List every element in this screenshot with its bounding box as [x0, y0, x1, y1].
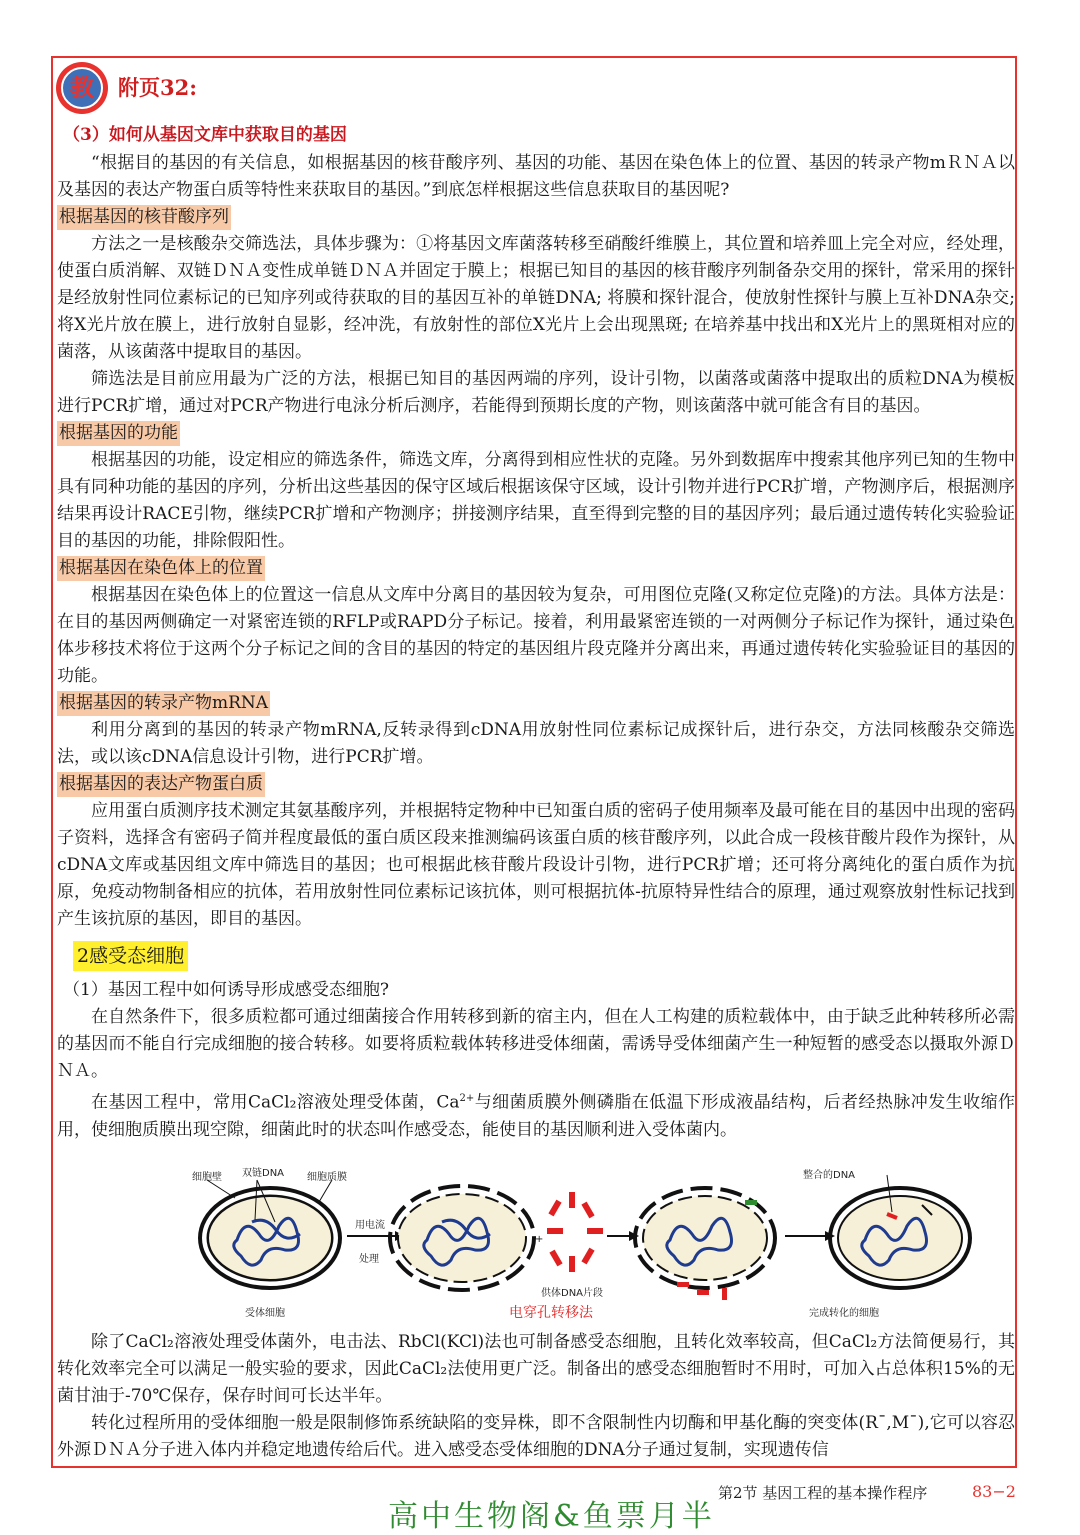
label-current-2: 处理	[359, 1253, 379, 1265]
method-caption: 电穿孔转移法	[509, 1304, 593, 1321]
paragraph-conjugation: 在自然条件下，很多质粒都可通过细菌接合作用转移到新的宿主内，但在人工构建的质粒载体中，由于缺乏此种转移所必需的基因而不能自行完成细胞的接合转移。如要将质粒载体转移进受体细菌，需诱导受体细菌产生一种短暂的感受态以摄取外源ＤＮＡ。	[57, 1007, 1015, 1081]
label-membrane: 细胞质膜	[307, 1171, 347, 1183]
footer-page-number: 83−2	[972, 1482, 1016, 1501]
electroporation-diagram	[57, 1150, 1015, 1325]
paragraph-mrna: 利用分离到的基因的转录产物mRNA,反转录得到cDNA用放射性同位素标记成探针后，进行杂交，方法同核酸杂交筛选法，或以该cDNA信息设计引物，进行PCR扩增。	[57, 720, 1015, 767]
badge-char: 教	[61, 67, 103, 109]
porated-cell-icon	[390, 1186, 534, 1290]
cacl2-text-b: 与细菌质膜外侧磷脂在低温下形成液晶结构，后者经热脉冲发生收缩作用，使细胞质膜出现空隙，细菌此时的状态叫作感受态，能使目的基因顺利进入受体菌内。	[57, 1092, 1016, 1140]
cacl2-text-a: 在基因工程中，常用CaCl₂溶液处理受体菌，Ca	[91, 1092, 460, 1113]
main-content	[57, 120, 1015, 1464]
paragraph-cacl2	[57, 1085, 1015, 1144]
donor-dna-fragments-icon	[547, 1192, 603, 1272]
footer-chapter: 第2节 基因工程的基本操作程序	[718, 1484, 928, 1502]
subheading-chromosome: 根据基因在染色体上的位置	[57, 556, 265, 581]
cacl2-superscript: 2+	[459, 1093, 475, 1104]
paragraph-function: 根据基因的功能，设定相应的筛选条件，筛选文库，分离得到相应性状的克隆。另外到数据库中搜索其他序列已知的生物中具有同种功能的基因的序列，分析出这些基因的保守区域后根据该保守区域，设计引物并进行PCR扩增，产物测序后，根据测序结果再设计RACE引物，继续PCR扩增和产物测序；拼接测序结果，直至得到完整的目的基因序列；最后通过遗传转化实验验证目的基因的功能，排除假阳性。	[57, 450, 1015, 551]
entering-cell-icon	[635, 1188, 775, 1300]
subheading-function: 根据基因的功能	[57, 421, 180, 446]
subheading-mrna: 根据基因的转录产物mRNA	[57, 691, 270, 716]
section-title-3: （3）如何从基因文库中获取目的基因	[63, 125, 347, 145]
label-dsdna: 双链DNA	[242, 1167, 285, 1179]
footer-brand: 高中生物阁&鱼票月半	[388, 1499, 715, 1534]
subheading-nucleotide: 根据基因的核苷酸序列	[57, 205, 231, 230]
recipient-cell-icon	[200, 1180, 340, 1288]
paragraph-screening: 筛选法是目前应用最为广泛的方法，根据已知目的基因两端的序列，设计引物，以菌落或菌落中提取出的质粒DNA为模板进行PCR扩增，通过对PCR产物进行电泳分析后测序，若能得到预期长度的产物，则该菌落中就可能含有目的基因。	[57, 369, 1015, 416]
question-competent: （1）基因工程中如何诱导形成感受态细胞?	[63, 980, 389, 1000]
subheading-protein: 根据基因的表达产物蛋白质	[57, 772, 265, 797]
label-donor-dna: 供体DNA片段	[541, 1287, 604, 1299]
label-plus: +	[535, 1233, 544, 1245]
section-title-2: 2感受态细胞	[73, 941, 188, 971]
paragraph-recipient-mutant: 转化过程所用的受体细胞一般是限制修饰系统缺陷的变异株，即不含限制性内切酶和甲基化酶的突变体(R¯,M¯),它可以容忍外源ＤＮＡ分子进入体内并稳定地遗传给后代。进入感受态受体细胞的DNA分子通过复制，实现遗传信	[57, 1412, 1015, 1460]
label-current-1: 用电流	[355, 1219, 385, 1231]
paragraph-chromosome: 根据基因在染色体上的位置这一信息从文库中分离目的基因较为复杂，可用图位克隆(又称定位克隆)的方法。具体方法是：在目的基因两侧确定一对紧密连锁的RFLP或RAPD分子标记。接着，利用最紧密连锁的一对两侧分子标记作为探针，通过染色体步移技术将位于这两个分子标记之间的含目的基因的特定的基因组片段克隆并分离出来，再通过遗传转化实验验证目的基因的功能。	[57, 585, 1015, 686]
paragraph-protein: 应用蛋白质测序技术测定其氨基酸序列，并根据特定物种中已知蛋白质的密码子使用频率及最可能在目的基因中出现的密码子资料，选择含有密码子简并程度最低的蛋白质区段来推测编码该蛋白质的核苷酸序列，以此合成一段核苷酸片段作为探针，从cDNA文库或基因组文库中筛选目的基因；也可根据此核苷酸片段设计引物，进行PCR扩增；还可将分离纯化的蛋白质作为抗原，免疫动物制备相应的抗体，若用放射性同位素标记该抗体，则可根据抗体-抗原特异性结合的原理，通过观察放射性标记找到产生该抗原的基因，即目的基因。	[57, 801, 1015, 929]
label-recipient-cell: 受体细胞	[245, 1307, 285, 1319]
label-integrated-dna: 整合的DNA	[803, 1169, 856, 1181]
label-transformed-cell: 完成转化的细胞	[809, 1307, 879, 1319]
appendix-title: 附页32:	[118, 75, 197, 100]
transformed-cell-icon	[830, 1175, 970, 1288]
section-intro: “根据目的基因的有关信息，如根据基因的核苷酸序列、基因的功能、基因在染色体上的位置、基因的转录产物mＲＮＡ以及基因的表达产物蛋白质等特性来获取目的基因。”到底怎样根据这些信息获取目的基因呢?	[57, 153, 1015, 200]
paragraph-hybridization: 方法之一是核酸杂交筛选法，具体步骤为：①将基因文库菌落转移至硝酸纤维膜上，其位置和培养皿上完全对应，经处理，使蛋白质消解、双链ＤＮＡ变性成单链ＤＮＡ并固定于膜上；根据已知目的基因的核苷酸序列制备杂交用的探针，常采用的探针是经放射性同位素标记的已知序列或待获取的目的基因互补的单链DNA; 将膜和探针混合，使放射性探针与膜上互补DNA杂交; 将X光片放在膜上，进行放射自显影，经冲洗，有放射性的部位X光片上会出现黑斑; 在培养基中找出和X光片上的黑斑相对应的菌落，从该菌落中提取目的基因。	[57, 234, 1015, 362]
label-cell-wall: 细胞壁	[192, 1171, 222, 1183]
paragraph-other-methods: 除了CaCl₂溶液处理受体菌外，电击法、RbCl(KCl)法也可制备感受态细胞，且转化效率较高，但CaCl₂方法简便易行，其转化效率完全可以满足一般实验的要求，因此CaCl₂法使用更广泛。制备出的感受态细胞暂时不用时，可加入占总体积15%的无菌甘油于-70℃保存，保存时间可长达半年。	[57, 1331, 1015, 1406]
teacher-badge-icon	[56, 62, 108, 114]
